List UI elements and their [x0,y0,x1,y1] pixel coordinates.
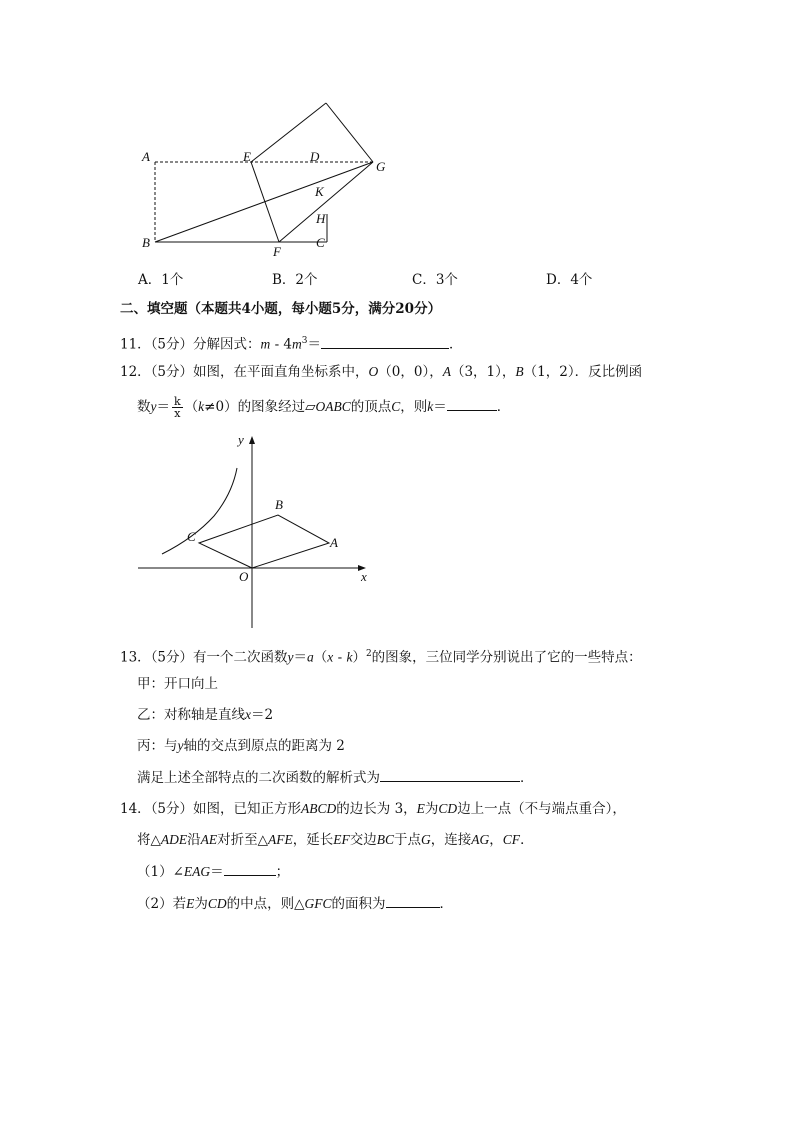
q14-CD: CD [438,801,458,816]
q12-text-2: 数 [137,399,151,415]
q14-ABCD: ABCD [301,801,337,816]
q14-EAG: EAG [183,864,211,879]
label-E: E [243,149,251,164]
q14-l2-e: 于点 [394,832,422,848]
q14-BC: BC [376,832,395,847]
q14-l2-c: ，延长 [292,832,334,848]
q13-paren-close: ） [352,649,366,666]
label-A: A [142,149,150,164]
q14-text-1: 如图，已知正方形 [193,801,302,817]
q14-part-1 [137,861,289,882]
label-C: C [316,235,325,250]
question-12 [120,362,642,382]
q12-frac-num: k [174,395,181,408]
q14-p2-end: ． [439,896,453,912]
q14-l2-d: 交边 [349,832,377,848]
origin-label-O: O [239,569,249,584]
q12-B-coord: （1，2）．反比例函 [523,364,643,380]
q12-point-O: O [368,364,379,379]
q13-yi-post: ＝2 [251,707,274,723]
q12-score: （5分） [150,364,194,380]
q11-score: （5分） [150,336,194,353]
q14-l2-f: ，连接 [430,832,472,848]
q14-text-4: 边上一点（不与端点重合）， [457,801,626,817]
q13-bing-post: 轴的交点到原点的距离为 2 [183,738,345,754]
q14-l2-g: ， [489,832,503,848]
q13-equals: ＝ [293,649,308,666]
q12-frac-den: x [174,407,181,420]
axis-label-y: y [238,432,244,447]
q14-text-2: 的边长为 3， [336,801,417,817]
question-14 [120,799,626,819]
option-d: D．4个 [546,272,593,288]
q13-text-post: 的图象，三位同学分别说出了它的一些特点： [371,649,642,666]
label-K: K [315,184,324,199]
q11-mid: - 4 [270,336,293,353]
q13-statement-yi [137,705,273,725]
q12-equals: ＝ [156,399,170,415]
q13-yi-pre: 乙：对称轴是直线 [137,707,245,723]
question-14-line2 [137,830,534,850]
q12-point-A: A [442,364,451,379]
question-12-line2 [137,393,510,421]
q13-yi-x: x [245,707,251,722]
q14-p1-end: ； [275,864,290,880]
question-11 [120,331,463,355]
geometry-figure-fold [130,95,400,265]
label-H: H [316,211,326,226]
q14-p2-answer-blank[interactable] [386,893,440,908]
q12-equals-2: ＝ [433,399,447,415]
q11-var-m: m [260,336,271,352]
q14-l2-pre: 将△ [137,832,161,848]
q14-p2-E: E [186,896,195,911]
q11-text: 分解因式： [193,336,261,353]
q12-comma: ，则 [400,399,428,415]
label-B: B [142,235,150,250]
q13-number: 13． [120,649,151,666]
q11-exponent: 3 [301,336,308,346]
q14-GFC: GFC [304,896,332,911]
q14-EF: EF [333,832,350,847]
q12-point-B: B [515,364,524,379]
q11-period: ． [449,336,463,353]
q14-p1-answer-blank[interactable] [224,861,276,876]
q14-part-2 [137,893,453,914]
q11-equals: ＝ [307,336,321,353]
q12-answer-blank[interactable] [447,396,497,411]
q13-text-pre: 有一个二次函数 [193,649,288,666]
q14-l2-a: 沿 [187,832,201,848]
q12-parallelogram-symbol: ▱ [305,399,316,415]
q14-p1-pre: （1）∠ [137,864,184,880]
q12-text-1: 如图，在平面直角坐标系中， [193,364,369,380]
q13-var-k: k [346,649,353,665]
q14-l2-h: ． [520,832,534,848]
q14-p2-CD: CD [207,896,227,911]
question-13 [120,644,642,668]
q12-fraction [172,396,183,419]
point-label-A: A [330,535,338,550]
option-a: A．1个 [138,272,184,288]
q14-score: （5分） [150,801,194,817]
q11-var-m2: m [292,336,302,352]
q14-text-3: 为 [424,801,439,817]
q12-kcond-k: k [198,399,205,414]
q13-minus: - [333,649,347,666]
q13-statement-jia: 甲：开口向上 [137,676,218,692]
q13-exponent: 2 [365,649,372,659]
q14-number: 14． [120,801,151,817]
q13-answer-blank[interactable] [380,767,520,782]
q13-var-x: x [327,649,334,665]
q12-var-k: k [427,399,434,414]
q11-answer-blank[interactable] [321,334,449,349]
option-c: C．3个 [412,272,458,288]
q12-O-coord: （0，0）， [378,364,443,380]
q12-kcond-post: ≠0）的图象经过 [204,399,306,415]
q14-AG: AG [471,832,490,847]
q13-paren-open: （ [313,649,328,666]
q13-period: ． [520,770,534,786]
q12-point-C: C [391,399,401,414]
q12-A-coord: （3，1）， [450,364,516,380]
q14-AE: AE [200,832,218,847]
q13-bing-y: y [177,738,184,753]
q13-conclusion-text: 满足上述全部特点的二次函数的解析式为 [137,770,380,786]
q14-p2-a: 为 [194,896,208,912]
q14-E: E [416,801,425,816]
q12-period: ． [496,399,511,415]
coordinate-figure [130,428,380,633]
q12-number: 12． [120,364,151,380]
option-b: B．2个 [272,272,318,288]
label-F: F [273,244,281,259]
point-label-B: B [275,497,283,512]
q14-CF: CF [502,832,521,847]
q12-OABC: OABC [315,399,351,414]
point-label-C: C [187,529,196,544]
label-G: G [376,159,386,174]
q14-ADE: ADE [160,832,188,847]
q14-p1-equals: ＝ [210,864,224,880]
q14-AFE: AFE [268,832,293,847]
q14-G: G [421,832,431,847]
label-D: D [310,149,320,164]
q13-var-y: y [287,649,294,665]
q12-var-y: y [150,399,157,414]
section-heading: 二、填空题（本题共4小题，每小题5分，满分20分） [120,301,442,317]
q14-p2-c: 的面积为 [331,896,386,912]
q12-vertex: 的顶点 [350,399,392,415]
q13-bing-pre: 丙：与 [137,738,178,754]
q13-var-a: a [307,649,314,665]
q12-kcond-pre: （ [184,399,199,415]
q13-score: （5分） [150,649,194,666]
q14-p2-pre: （2）若 [137,896,187,912]
q14-p2-b: 的中点，则△ [226,896,305,912]
q13-statement-bing [137,736,345,756]
q14-l2-b: 对折至△ [217,832,269,848]
q13-conclusion [137,767,534,788]
axis-label-x: x [361,569,367,584]
q11-number: 11． [120,336,151,353]
